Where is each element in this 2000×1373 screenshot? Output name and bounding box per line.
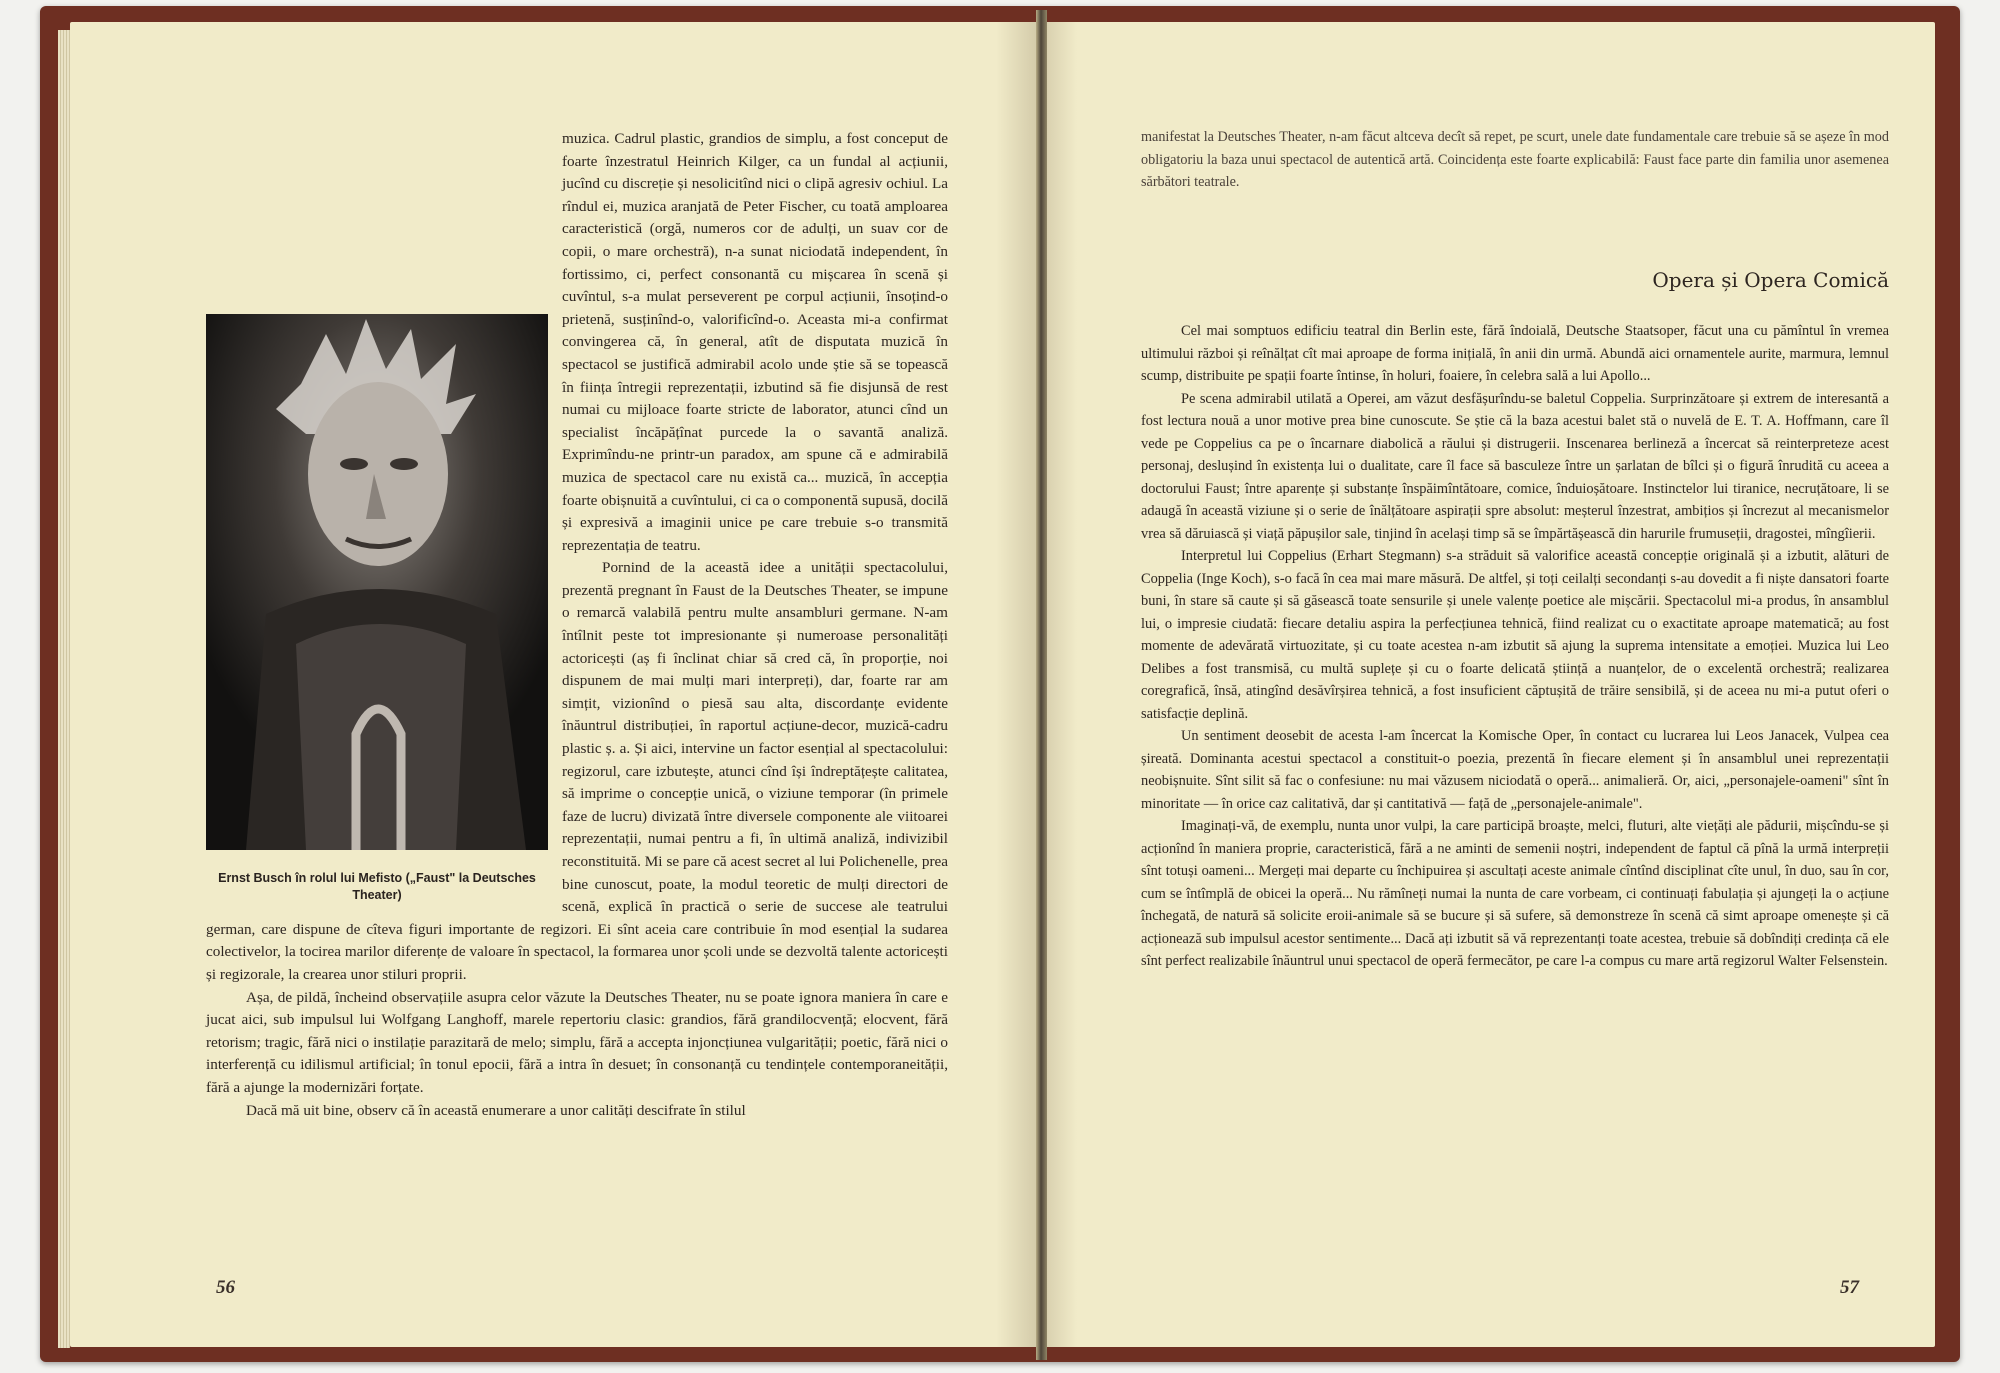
right-paragraph-3: Interpretul lui Coppelius (Erhart Stegmann) s-a străduit să valorifice această concepție originală și a izbutit, alături de Coppelia (Inge Koch), s-o facă în cea mai mare măsură. De altfel, și toți ceilalți secondanți s-au dovedit a fi niște dansatori foarte buni, în stare să caute și să găsească toate sensurile și unele valențe poetice ale mișcării. Spectacolul mi-a produs, în ansamblul lui, o impresie ciudată: fiecare detaliu aspira la perfecțiunea tehnică, fiind realizat cu o exactitate aproape matematică; au fost momente de adevărată virtuozitate, și cu toate acestea n-am izbutit să ajung la suprema intensitate a emoției. Muzica lui Leo Delibes a fost transmisă, cu multă suplețe și cu o foarte delicată știință a nuanțelor, de o excelentă orchestră; realizarea coregrafică, însă, atingînd desăvîrșirea tehnică, a fost insuficient căptușită de trăire sensibilă, și de aceea nu mi-a putut oferi o satisfacție deplină. [1141, 548, 1889, 722]
page-edges [58, 30, 70, 1348]
right-paragraph-intro: manifestat la Deutsches Theater, n-am făcut altceva decît să repet, pe scurt, unele date fundamentale care trebuie să se așeze în mod obligatoriu la baza unui spectacol de autentică artă. Coincidența este foarte explicabilă: Faust face parte din familia unor asemenea sărbători teatrale. [1141, 129, 1889, 191]
left-paragraph-4: Dacă mă uit bine, observ că în această enumerare a unor calități descifrate în stilul [246, 1101, 746, 1119]
right-page [1047, 22, 1935, 1347]
left-page [70, 22, 1036, 1347]
left-paragraph-1: muzica. Cadrul plastic, grandios de simplu, a fost conceput de foarte înzestratul Heinrich Kilger, ca un fundal al acțiunii, jucînd cu discreție și nesolicitînd nici o clipă agresiv ochiul. La rîndul ei, muzica aranjată de Peter Fischer, cu toată amploarea caracteristică (orgă, numeros cor de adulți, un suav cor de copii, o mare orchestră), n-a sunat niciodată independent, în fortissimo, ci, perfect consonantă cu mișcarea în scenă și cuvîntul, s-a mulat perseverent pe corpul acțiunii, însoțind-o prietenă, susținînd-o, valorificînd-o. Aceasta mi-a confirmat convingerea că, în general, atît de disputata muzică în spectacol se justifică admirabil acolo unde știe să se topească în ființa întregii reprezentații, izbutind să fie disjunsă de rest numai cu mijloace foarte stricte de laborator, atunci cînd un specialist încăpățînat purcede la o savantă analiză. Exprimîndu-ne printr-un paradox, am spune că e admirabilă muzica de spectacol care nu există ca... muzică, în accepția foarte obișnuită a cuvîntului, ci ca o componentă supusă, docilă și expresivă a imaginii unice pe care trebuie s-o transmită reprezentația de teatru. [562, 130, 948, 554]
book-gutter [1036, 10, 1047, 1360]
page-number-left: 56 [216, 1277, 235, 1298]
right-paragraph-2: Pe scena admirabil utilată a Operei, am văzut desfășurîndu-se baletul Coppelia. Surprinzătoare și extrem de interesantă a fost lectura nouă a unor motive prea bine cunoscute. Se știe că la baza acestui balet stă o nuvelă de E. T. A. Hoffmann, care îl vede pe Coppelius ca pe o încarnare diabolică a răului și distrugerii. Inscenarea berlineză a încercat să reinterpreteze acest personaj, deslușind în existența lui o dualitate, care îl face să basculeze între un șarlatan de bîlci și o figură înrudită cu aceea a doctorului Faust; între aparențe și substanțe înspăimîntătoare, comice, înduioșătoare. Instinctelor lui tiranice, necruțătoare, li se adaugă în această viziune și o serie de înălțătoare aspirații spre absolut: meșterul înzestrat, ambițios și încrezut al mecanismelor vrea să dăruiască și viață păpușilor sale, tinjind în același timp să se împărtășească din harurile frumuseții, dragostei, mîngîierii. [1141, 390, 1889, 542]
figure [206, 314, 548, 902]
right-paragraph-1: Cel mai somptuos edificiu teatral din Berlin este, fără îndoială, Deutsche Staatsoper, făcut una cu pămîntul în vremea ultimului război și reînălțat cît mai aproape de forma inițială, în anii din urmă. Abundă aici ornamentele aurite, marmura, lemnul scump, distribuite pe spații foarte întinse, în holuri, foaiere, în celebra sală a lui Apollo... [1141, 323, 1889, 384]
right-paragraph-4: Un sentiment deosebit de acesta l-am încercat la Komische Oper, în contact cu lucrarea lui Leos Janacek, Vulpea cea șireată. Dominanta acestui spectacol a constituit-o poezia, prezentă în fiecare element și în ansamblul unei reprezentații neobișnuite. Sînt silit să fac o confesiune: nu mai văzusem niciodată o operă... animalieră. Or, aici, „personajele-oameni" sînt în minoritate — în orice caz calitativă, dar și cantitativă — față de „personajele-animale". [1141, 728, 1889, 812]
page-number-right: 57 [1840, 1277, 1859, 1298]
left-paragraph-2: Pornind de la această idee a unității spectacolului, prezentă pregnant în Faust de la Deutsches Theater, se impune o remarcă valabilă pentru multe ansambluri germane. N-am întîlnit peste tot impresionante și numeroase personalități actoricești (aș fi înclinat chiar să cred că, în proporție, noi dispunem de mai mulți mari interpreți), dar, foarte rar am simțit, vizionînd o piesă sau alta, discordanțe evidente înăuntrul distribuției, în raportul acțiune-decor, muzică-cadru plastic ș. a. Și aici, intervine un factor esențial al spectacolului: regizorul, care izbutește, atunci cînd își îndreptățește calitatea, să imprime o concepție unică, o viziune temporar (în primele faze de lucru) divizată între diversele componente ale viitoarei reprezentații, numai pentru a fi, în ultimă analiză, indivizibil reconstituită. Mi se pare că acest secret al lui Polichenelle, prea bine cunoscut, poate, la modul teoretic de mulți directori de scenă, explică în practică o serie de succese ale teatrului german, care dispune de cîteva figuri importante de regizori. Ei sînt aceia care contribuie în mod esențial la sudarea colectivelor, la tocirea marilor diferențe de valoare în spectacol, la formarea unor școli unde se dezvoltă talente actoricești și regizorale, la crearea unor stiluri proprii. [206, 559, 948, 983]
photo-ernst-busch [206, 314, 548, 850]
right-page-intro [1141, 126, 1889, 194]
left-paragraph-3: Așa, de pildă, încheind observațiile asupra celor văzute la Deutsches Theater, nu se poate ignora maniera în care e jucat aici, sub impulsul lui Wolfgang Langhoff, marele repertoriu clasic: grandios, fără grandilocvență; elocvent, fără retorism; tragic, fără nici o instilație parazitară de melo; simplu, fără a accepta injoncțiunea vulgarității; poetic, fără nici o interferență cu idilismul artificial; în tonul epocii, fără a intra în desuet; în consonanță cu tendințele contemporaneității, fără a ajunge la modernizări forțate. [206, 988, 948, 1096]
photo-caption: Ernst Busch în rolul lui Mefisto („Faust" la Deutsches Theater) [218, 871, 536, 902]
right-paragraph-5: Imaginați-vă, de exemplu, nunta unor vulpi, la care participă broaște, melci, fluturi, alte viețăți ale pădurii, mișcîndu-se și acționînd în maniera proprie, caracteristică, fără a ne aminti de semenii noștri, independent de faptul că pînă la urmă interpreții sînt totuși oameni... Mergeți mai departe cu închipuirea și ascultați aceste animale cîntînd disciplinat cîte unul, în duo, sau în cor, cum se întîmplă de obicei la operă... Nu rămîneți numai la nunta de care vorbeam, ci continuați fabulația și ajungeți la o acțiune închegată, de natură să solicite eroii-animale să se bucure și să sufere, să demonstreze în scenă că simt aproape omenește și că acționează sub impulsul acestor sentimente... Dacă ați izbutit să vă reprezentanți toate acestea, trebuie să dobîndiți credința că ele sînt perfect realizabile înăuntrul unui spectacol de operă fermecător, pe care l-a compus cu mare artă regizorul Walter Felsenstein. [1141, 818, 1889, 969]
right-page-text [1141, 320, 1889, 973]
section-heading: Opera și Opera Comică [1652, 268, 1889, 292]
